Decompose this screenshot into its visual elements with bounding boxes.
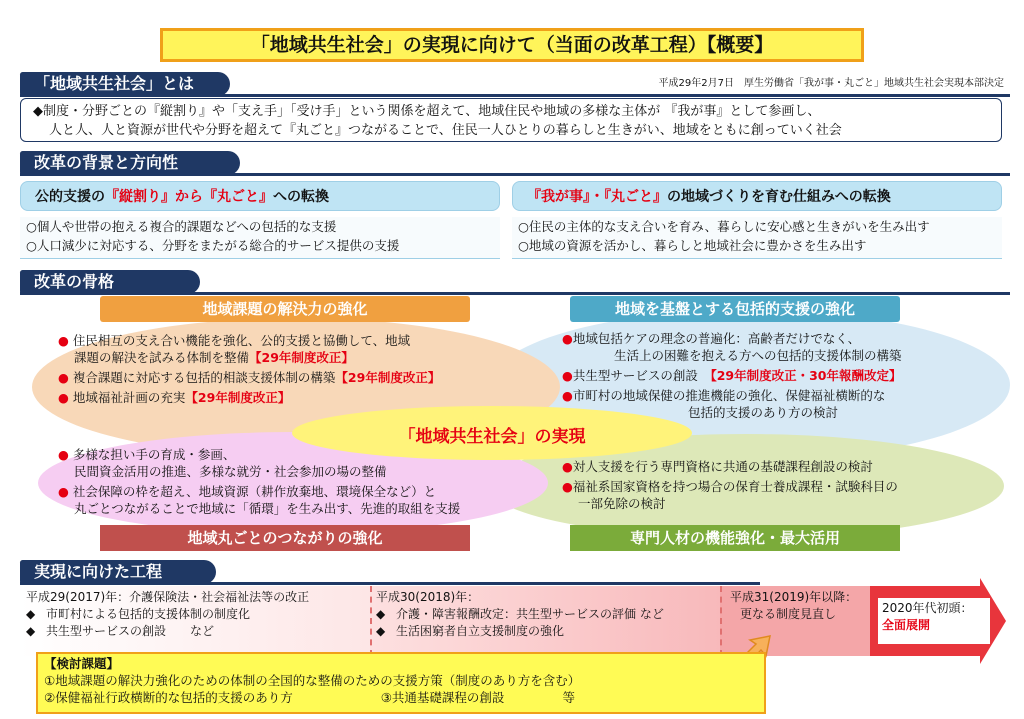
section-divider	[20, 292, 1010, 295]
stage-heading: 平成29(2017)年：介護保険法・社会福祉法等の改正	[26, 590, 310, 604]
list-item	[562, 458, 1002, 475]
bullet-icon: ●	[58, 370, 69, 385]
list-item	[562, 330, 1002, 364]
list-item	[58, 446, 528, 480]
framework-diagram	[20, 296, 1010, 554]
item-text: 丸ごとつながることで地域に「循環」を生み出す、先進的取組を支援	[74, 501, 461, 516]
bullet-icon: ●	[562, 368, 573, 383]
section-heading-roadmap: 実現に向けた工程	[20, 560, 216, 584]
diamond-icon: ◆	[376, 607, 386, 621]
issues-heading: 【検討課題】	[44, 656, 120, 671]
list-item	[58, 369, 528, 386]
list-item	[376, 606, 714, 623]
item-text: 地域包括ケアの理念の普遍化：高齢者だけでなく、	[572, 331, 861, 346]
heading-highlight: 『縦割り』から『丸ごと』	[105, 189, 273, 205]
date-note: 平成29年2月7日 厚生労働省「我が事・丸ごと」地域共生社会実現本部決定	[658, 78, 1004, 89]
diamond-icon: ◆	[376, 624, 386, 638]
item-text: 共生型サービスの創設 など	[46, 624, 215, 638]
section-heading-framework: 改革の骨格	[20, 270, 200, 294]
section-heading-definition: 「地域共生社会」とは	[20, 72, 230, 96]
list-item: ○人口減少に対応する、分野をまたがる総合的サービス提供の支援	[26, 238, 400, 253]
section-divider	[20, 94, 1010, 97]
bullet-icon: ●	[562, 479, 573, 494]
diamond-icon: ◆	[26, 624, 36, 638]
item-text: 更なる制度見直し	[740, 607, 837, 621]
item-text: 共生型サービスの創設	[572, 368, 698, 383]
list-item	[562, 367, 1002, 384]
list-item	[562, 478, 1002, 512]
list-item	[26, 606, 364, 623]
bullet-icon: ●	[58, 484, 69, 499]
heading-part: の地域づくり	[667, 189, 751, 205]
section-divider	[20, 582, 760, 585]
item-text: 社会保障の枠を超え、地域資源（耕作放棄地、環境保全など）と	[72, 484, 437, 499]
issue-item: ②保健福祉行政横断的な包括的支援のあり方	[44, 690, 293, 705]
roadmap-stage-2018	[370, 586, 720, 656]
issue-line-2	[44, 689, 758, 706]
list-item	[58, 483, 528, 517]
item-text: 対人支援を行う専門資格に共通の基礎課程創設の検討	[572, 459, 873, 474]
community-ties-list	[58, 446, 528, 520]
item-text: 住民相互の支え合い機能を強化、公的支援と協働して、地域	[72, 333, 411, 348]
heading-part: 公的支援の	[35, 189, 105, 205]
roadmap-final-box	[878, 598, 990, 644]
item-text: 全面展開	[882, 618, 931, 632]
center-label: 「地域共生社会」の実現	[398, 427, 586, 447]
roadmap-arrow	[20, 586, 1010, 658]
list-item: ○住民の主体的な支え合いを育み、暮らしに安心感と生きがいを生み出す	[518, 219, 930, 234]
item-text: 複合課題に対応する包括的相談支援体制の構築	[72, 370, 336, 385]
issue-line-1: ①地域課題の解決力強化のための体制の全国的な整備のための支援方策（制度のあり方を含む）	[44, 673, 581, 688]
bullet-icon: ●	[562, 331, 573, 346]
direction-right-heading	[512, 181, 1002, 211]
comprehensive-support-list	[562, 330, 1002, 424]
roadmap-stage-2017	[20, 586, 370, 656]
revision-tag: 【29年制度改正】	[185, 390, 291, 405]
item-text: 一部免除の検討	[578, 496, 666, 511]
list-item	[562, 387, 1002, 421]
item-text: 介護・障害報酬改定：共生型サービスの評価 など	[396, 607, 664, 621]
item-text: 市町村による包括的支援体制の制度化	[46, 607, 251, 621]
bullet-icon: ●	[58, 390, 69, 405]
diamond-icon: ◆	[26, 607, 36, 621]
issue-etc: 等	[562, 690, 575, 705]
stage-heading: 平成31(2019)年以降：	[730, 590, 858, 604]
revision-tag: 【29年制度改正】	[335, 370, 441, 385]
list-item: ○個人や世帯の抱える複合的課題などへの包括的な支援	[26, 219, 337, 234]
heading-part: への転換	[273, 189, 329, 205]
heading-highlight: 『我が事』・『丸ごと』	[527, 189, 667, 205]
stage-divider	[720, 586, 722, 656]
heading-part: を育む仕組みへの転換	[751, 189, 891, 205]
bullet-icon: ●	[562, 459, 573, 474]
stage-divider	[370, 586, 372, 656]
definition-box	[20, 98, 1002, 142]
item-text: 生活困窮者自立支援制度の強化	[396, 624, 565, 638]
stage-heading: 2020年代初頭：	[882, 601, 973, 615]
section-heading-background: 改革の背景と方向性	[20, 151, 240, 175]
item-text: 多様な担い手の育成・参画、	[72, 447, 236, 462]
item-text: 包括的支援のあり方の検討	[688, 405, 839, 420]
pillar-title-community-ties: 地域丸ごとのつながりの強化	[100, 525, 470, 551]
bullet-icon: ●	[58, 447, 69, 462]
item-text: 課題の解決を試みる体制を整備	[74, 350, 250, 365]
revision-tag: 【29年制度改正・30年報酬改定】	[710, 368, 902, 383]
definition-line-1: ◆制度・分野ごとの『縦割り』や「支え手」「受け手」という関係を超えて、地域住民や地域の多様な主体が 『我が事』として参画し、	[33, 104, 821, 119]
direction-right-body	[512, 217, 1002, 259]
definition-line-2: 人と人、人と資源が世代や分野を超えて『丸ごと』つながることで、住民一人ひとりの暮らしと生きがい、地域をともに創っていく社会	[49, 123, 842, 138]
item-text: 民間資金活用の推進、多様な就労・社会参加の場の整備	[74, 464, 387, 479]
item-text: 地域福祉計画の充実	[72, 390, 186, 405]
issues-box	[36, 652, 766, 714]
item-text: 市町村の地域保健の推進機能の強化、保健福祉横断的な	[572, 388, 886, 403]
list-item	[376, 623, 714, 640]
list-item	[58, 332, 528, 366]
list-item: ○地域の資源を活かし、暮らしと地域社会に豊かさを生み出す	[518, 238, 867, 253]
bullet-icon: ●	[58, 333, 69, 348]
revision-tag: 【29年制度改正】	[249, 350, 354, 365]
direction-left-heading	[20, 181, 500, 211]
page-title: 「地域共生社会」の実現に向けて（当面の改革工程）【概要】	[160, 28, 864, 62]
direction-left-body	[20, 217, 500, 259]
list-item	[26, 623, 364, 640]
bullet-icon: ●	[562, 388, 573, 403]
stage-heading: 平成30(2018)年：	[376, 590, 480, 604]
pillar-title-professional-staff: 専門人材の機能強化・最大活用	[570, 525, 900, 551]
pillar-title-comprehensive-support: 地域を基盤とする包括的支援の強化	[570, 296, 900, 322]
section-divider	[20, 173, 1010, 176]
item-text: 福祉系国家資格を持つ場合の保育士養成課程・試験科目の	[572, 479, 898, 494]
item-text: 生活上の困難を抱える方への包括的支援体制の構築	[614, 348, 902, 363]
professional-staff-list	[562, 458, 1002, 515]
problem-solving-list	[58, 332, 528, 409]
issue-item: ③共通基礎課程の創設	[380, 690, 505, 705]
list-item	[58, 389, 528, 406]
pillar-title-problem-solving: 地域課題の解決力の強化	[100, 296, 470, 322]
